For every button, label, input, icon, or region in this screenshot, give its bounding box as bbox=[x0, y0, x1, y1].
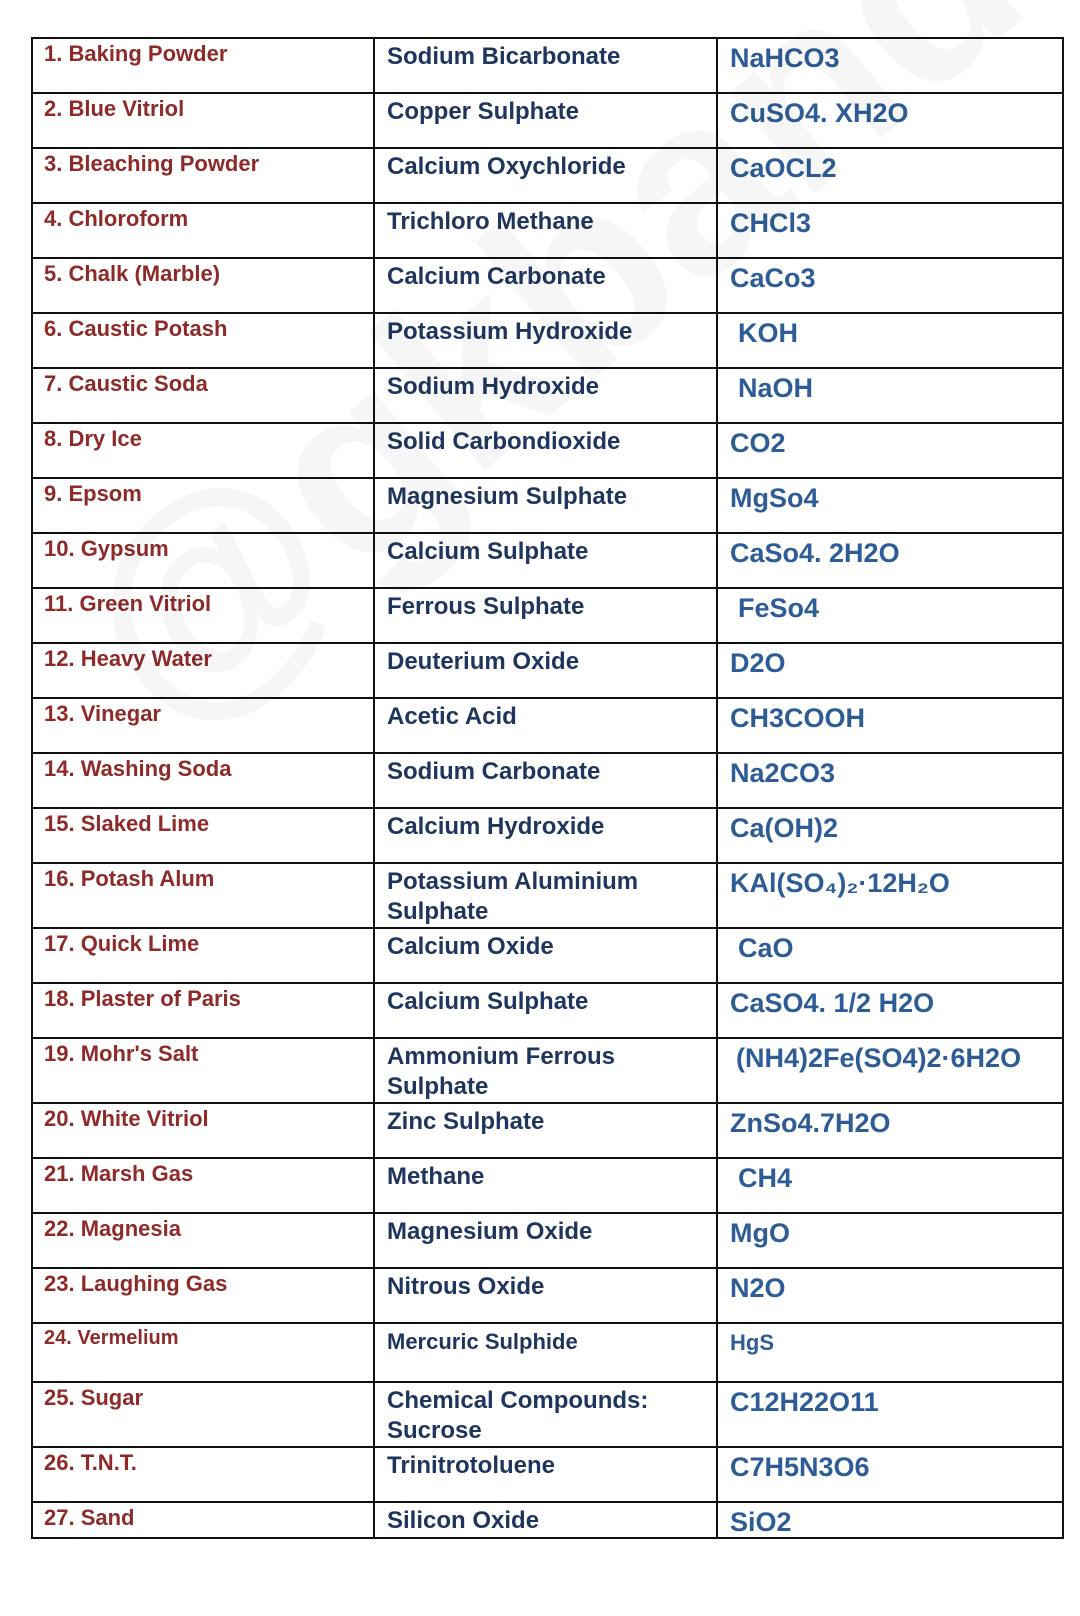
formula-cell: Ca(OH)2 bbox=[717, 808, 1063, 863]
formula-cell: N2O bbox=[717, 1268, 1063, 1323]
common-name-cell: 9. Epsom bbox=[32, 478, 374, 533]
table-row bbox=[32, 1213, 1063, 1268]
table-row bbox=[32, 478, 1063, 533]
table-row bbox=[32, 983, 1063, 1038]
chemical-name-cell: Potassium Aluminium Sulphate bbox=[374, 863, 717, 928]
common-name-cell: 20. White Vitriol bbox=[32, 1103, 374, 1158]
common-name-cell: 15. Slaked Lime bbox=[32, 808, 374, 863]
chemical-name-cell: Silicon Oxide bbox=[374, 1502, 717, 1538]
table-row bbox=[32, 1038, 1063, 1103]
chemical-name-cell: Sodium Carbonate bbox=[374, 753, 717, 808]
common-name-cell: 25. Sugar bbox=[32, 1382, 374, 1447]
formula-cell: C12H22O11 bbox=[717, 1382, 1063, 1447]
table-row bbox=[32, 928, 1063, 983]
table-row bbox=[32, 1447, 1063, 1502]
chemical-name-cell: Trichloro Methane bbox=[374, 203, 717, 258]
formula-cell: CaOCL2 bbox=[717, 148, 1063, 203]
table-row bbox=[32, 1382, 1063, 1447]
chemical-name-cell: Calcium Hydroxide bbox=[374, 808, 717, 863]
formula-cell: D2O bbox=[717, 643, 1063, 698]
common-name-cell: 5. Chalk (Marble) bbox=[32, 258, 374, 313]
common-name-cell: 17. Quick Lime bbox=[32, 928, 374, 983]
formula-cell: CH3COOH bbox=[717, 698, 1063, 753]
common-name-cell: 1. Baking Powder bbox=[32, 38, 374, 93]
common-name-cell: 4. Chloroform bbox=[32, 203, 374, 258]
chemical-name-cell: Ferrous Sulphate bbox=[374, 588, 717, 643]
table-row bbox=[32, 533, 1063, 588]
table-row bbox=[32, 808, 1063, 863]
formula-cell: NaHCO3 bbox=[717, 38, 1063, 93]
chemical-name-cell: Ammonium Ferrous Sulphate bbox=[374, 1038, 717, 1103]
table-row bbox=[32, 698, 1063, 753]
formula-cell: CO2 bbox=[717, 423, 1063, 478]
common-name-cell: 26. T.N.T. bbox=[32, 1447, 374, 1502]
formula-cell: CaSO4. 1/2 H2O bbox=[717, 983, 1063, 1038]
table-row bbox=[32, 38, 1063, 93]
chemical-name-cell: Calcium Carbonate bbox=[374, 258, 717, 313]
formula-cell: Na2CO3 bbox=[717, 753, 1063, 808]
table-row bbox=[32, 1502, 1063, 1538]
chemical-name-cell: Chemical Compounds: Sucrose bbox=[374, 1382, 717, 1447]
chemical-name-cell: Zinc Sulphate bbox=[374, 1103, 717, 1158]
chemical-name-cell: Magnesium Sulphate bbox=[374, 478, 717, 533]
table-row bbox=[32, 643, 1063, 698]
common-name-cell: 22. Magnesia bbox=[32, 1213, 374, 1268]
formula-cell: KAl(SO₄)₂·12H₂O bbox=[717, 863, 1063, 928]
chemical-name-cell: Calcium Oxychloride bbox=[374, 148, 717, 203]
common-name-cell: 11. Green Vitriol bbox=[32, 588, 374, 643]
table-row bbox=[32, 1323, 1063, 1382]
common-name-cell: 16. Potash Alum bbox=[32, 863, 374, 928]
formula-cell: CHCl3 bbox=[717, 203, 1063, 258]
common-name-cell: 10. Gypsum bbox=[32, 533, 374, 588]
common-name-cell: 2. Blue Vitriol bbox=[32, 93, 374, 148]
formula-cell: MgSo4 bbox=[717, 478, 1063, 533]
formula-cell: CuSO4. XH2O bbox=[717, 93, 1063, 148]
chemical-name-cell: Magnesium Oxide bbox=[374, 1213, 717, 1268]
chemical-name-cell: Mercuric Sulphide bbox=[374, 1323, 717, 1382]
table-row bbox=[32, 313, 1063, 368]
chemical-name-cell: Potassium Hydroxide bbox=[374, 313, 717, 368]
common-name-cell: 6. Caustic Potash bbox=[32, 313, 374, 368]
chemical-name-cell: Acetic Acid bbox=[374, 698, 717, 753]
chemical-name-cell: Sodium Hydroxide bbox=[374, 368, 717, 423]
formula-cell: CaSo4. 2H2O bbox=[717, 533, 1063, 588]
formula-cell: SiO2 bbox=[717, 1502, 1063, 1538]
chemical-name-cell: Copper Sulphate bbox=[374, 93, 717, 148]
common-name-cell: 23. Laughing Gas bbox=[32, 1268, 374, 1323]
formula-cell: FeSo4 bbox=[717, 588, 1063, 643]
common-name-cell: 8. Dry Ice bbox=[32, 423, 374, 478]
common-name-cell: 7. Caustic Soda bbox=[32, 368, 374, 423]
formula-cell: CaO bbox=[717, 928, 1063, 983]
chemical-name-cell: Calcium Sulphate bbox=[374, 533, 717, 588]
table-row bbox=[32, 148, 1063, 203]
common-name-cell: 27. Sand bbox=[32, 1502, 374, 1538]
formula-cell: MgO bbox=[717, 1213, 1063, 1268]
formula-cell: C7H5N3O6 bbox=[717, 1447, 1063, 1502]
common-name-cell: 13. Vinegar bbox=[32, 698, 374, 753]
common-name-cell: 21. Marsh Gas bbox=[32, 1158, 374, 1213]
table-row bbox=[32, 93, 1063, 148]
formula-cell: NaOH bbox=[717, 368, 1063, 423]
chemical-name-cell: Methane bbox=[374, 1158, 717, 1213]
table-row bbox=[32, 423, 1063, 478]
formula-cell: KOH bbox=[717, 313, 1063, 368]
table-row bbox=[32, 1103, 1063, 1158]
table-row bbox=[32, 368, 1063, 423]
common-name-cell: 3. Bleaching Powder bbox=[32, 148, 374, 203]
chemical-name-cell: Sodium Bicarbonate bbox=[374, 38, 717, 93]
formula-cell: CaCo3 bbox=[717, 258, 1063, 313]
table-row bbox=[32, 1268, 1063, 1323]
formula-cell: HgS bbox=[717, 1323, 1063, 1382]
chemical-name-cell: Nitrous Oxide bbox=[374, 1268, 717, 1323]
table-row bbox=[32, 588, 1063, 643]
common-name-cell: 14. Washing Soda bbox=[32, 753, 374, 808]
common-name-cell: 12. Heavy Water bbox=[32, 643, 374, 698]
common-name-cell: 18. Plaster of Paris bbox=[32, 983, 374, 1038]
common-name-cell: 19. Mohr's Salt bbox=[32, 1038, 374, 1103]
chemical-name-cell: Calcium Sulphate bbox=[374, 983, 717, 1038]
table-row bbox=[32, 863, 1063, 928]
table-row bbox=[32, 258, 1063, 313]
chemical-name-cell: Calcium Oxide bbox=[374, 928, 717, 983]
chemical-name-cell: Trinitrotoluene bbox=[374, 1447, 717, 1502]
common-name-cell: 24. Vermelium bbox=[32, 1323, 374, 1382]
table-row bbox=[32, 1158, 1063, 1213]
chemical-name-cell: Solid Carbondioxide bbox=[374, 423, 717, 478]
table-row bbox=[32, 753, 1063, 808]
formula-cell: (NH4)2Fe(SO4)2·6H2O bbox=[717, 1038, 1063, 1103]
formula-cell: ZnSo4.7H2O bbox=[717, 1103, 1063, 1158]
compounds-table bbox=[31, 37, 1064, 1539]
table-row bbox=[32, 203, 1063, 258]
formula-cell: CH4 bbox=[717, 1158, 1063, 1213]
chemical-name-cell: Deuterium Oxide bbox=[374, 643, 717, 698]
